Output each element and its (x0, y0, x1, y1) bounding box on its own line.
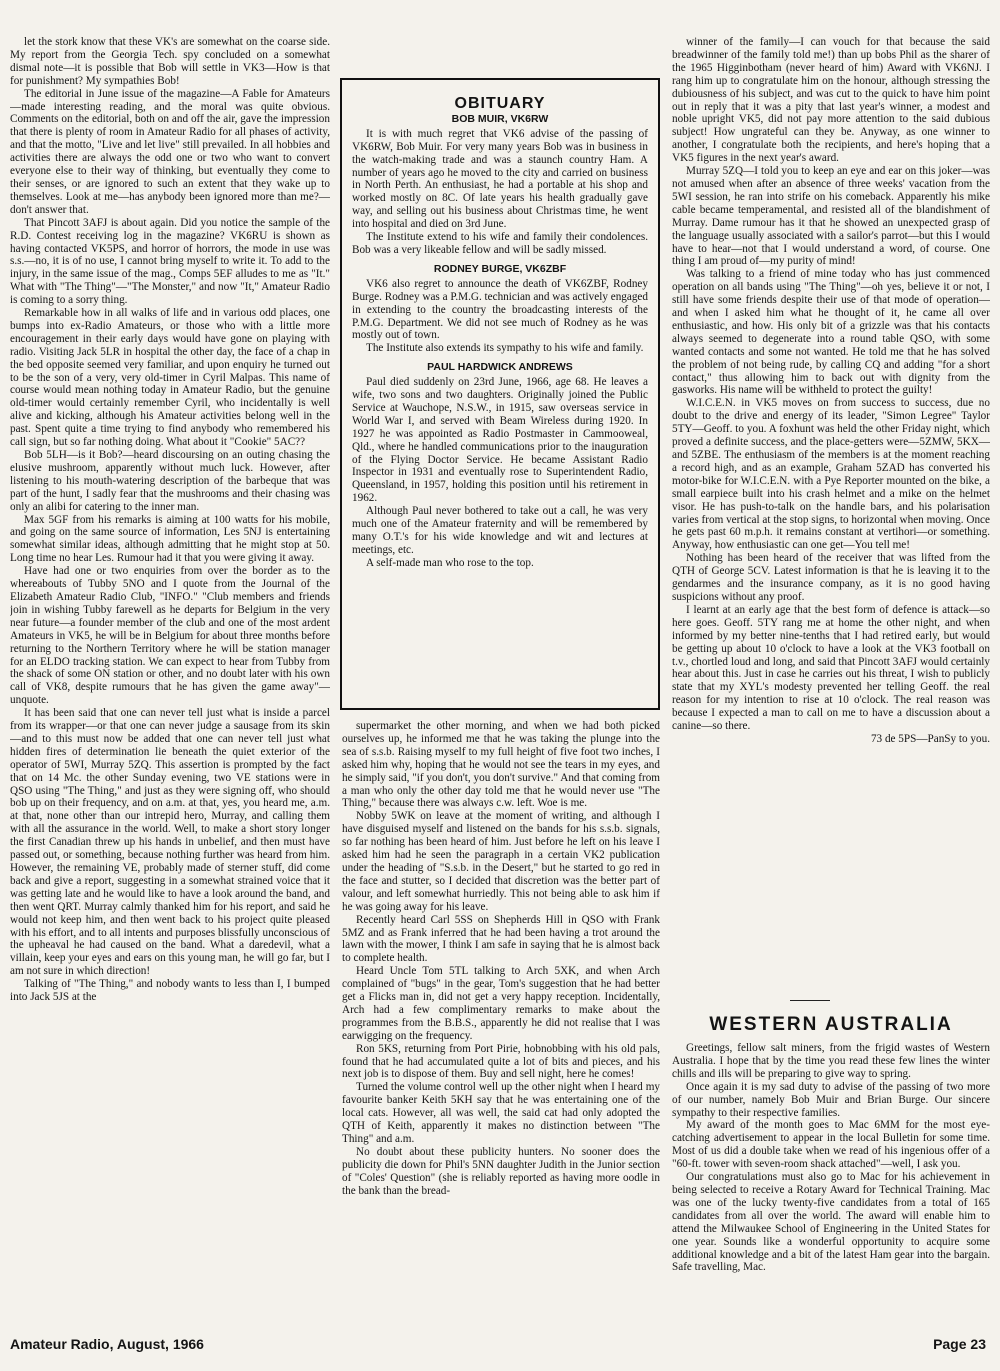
paragraph: Although Paul never bothered to take out a call, he was very much one of the Amateur fraternity and will be remembered by many O.T.'s for his wide knowledge and wit and lectures at meetings, etc. (352, 505, 648, 556)
paragraph: Turned the volume control well up the other night when I heard my favourite banker Keith 5KH say that he was entertaining one of the local cats. However, all was well, the said cat had only adopted the QTH of Keith, apparently it makes no distinction between "The Thing" and a.m. (342, 1081, 660, 1145)
footer-page-number: Page 23 (933, 1336, 986, 1352)
paragraph: supermarket the other morning, and when we had both picked ourselves up, he informed me that he was taking the plunge into the sea of s.s.b. Raising myself to my full height of five foot two inches, I asked him why, hoping that he would not see the tears in my eyes, and he simply said, "if you don't, you don't survive." And that coming from a man who only the other day told me that he would never use "The Thing," because there was always c.w. left. Woe is me. (342, 720, 660, 810)
paragraph: The Institute extend to his wife and family their condolences. Bob was a very likeable fellow and will be sadly missed. (352, 231, 648, 256)
paragraph: It is with much regret that VK6 advise of the passing of VK6RW, Bob Muir. For very many years Bob was in business in the watch-making trade and was a staunch country Ham. A number of years ago he moved to the city and carried on business in North Perth. An enthusiast, he had a portable at his shop and worked mostly on 8C. Of late years his health gradually gave way, and selling out his business about Christmas time, he went into hospital and died on 3rd June. (352, 127, 648, 231)
footer-publication: Amateur Radio, August, 1966 (10, 1336, 204, 1352)
section-heading: WESTERN AUSTRALIA (709, 1014, 953, 1035)
obituary-box (340, 78, 660, 710)
paragraph: It has been said that one can never tell just what is inside a parcel from its wrapper—or that one can never judge a sausage from its skin—and to this must now be added that one can never tell just what hidden fires of determination lie beneath the quiet exterior of the operator of 5WI, Murray 5ZQ. This assertion is prompted by the fact that on 14 Mc. the other Sunday evening, two VE stations were in QSO using "The Thing," and just as they were signing off, who should bob up on their frequency, and on a.m. at that, yes, you heard me, a.m. at that, none other than our intrepid hero, Murray, and calling them with all the assurance in the world. Well, to make a short story longer the first Canadian threw up his hands in unbelief, and then must have passed out, or something, because nothing further was heard from him. However, the remaining VE, probably made of sterner stuff, did come back and give a report, suggesting in a somewhat strained voice that it was getting late and he would like to have a look around the band, and then went QRT. Murray calmly thanked him for his report, and said he would not keep him, and then went back to his project quite pleased with his effort, and to all intents and purposes blissfully unconscious of the upheaval he had caused on the band. What a daredevil, what a villain, keep your eyes and ears on this young man, he will go far, but I am not sure in which direction! (10, 707, 330, 978)
paragraph: No doubt about these publicity hunters. No sooner does the publicity die down for Phil's 5NN daughter Judith in the Junior section of "Coles' Question" (she is reliably reported as having more oodle in the bank than the bread- (342, 1145, 660, 1197)
paragraph: My award of the month goes to Mac 6MM for the most eye-catching advertisement to appear in the local Bulletin for some time. Most of us did a double take when we read of his ingenious offer of a "60-ft. tower with seven-room shack attached"—well, I ask you. (672, 1119, 990, 1171)
paragraph: Nothing has been heard of the receiver that was lifted from the QTH of George 5CV. Latest information is that he is leaving it to the gendarmes and the insurance company, as it is no good having suspicions without any proof. (672, 552, 990, 603)
column-3 (672, 36, 990, 990)
obituary-name: RODNEY BURGE, VK6ZBF (433, 262, 567, 275)
paragraph: let the stork know that these VK's are somewhat on the coarse side. My report from the Georgia Tech. spy concluded on a somewhat dismal note—it is possible that Bob will settle in VK3—How is that for punishment? My sympathies Bob! (10, 36, 330, 87)
paragraph: That Pincott 3AFJ is about again. Did you notice the sample of the R.D. Contest receiving log in the magazine? VK6RU is shown as having contacted VK5PS, and horror of horrors, the mode in use was s.s.—no, it is of no use, I cannot bring myself to write it. To add to the injury, in the same issue of the mag., Comps 5EF alludes to me as "It." What with "The Thing"—"The Monster," and now "It," Amateur Radio is coming to a sorry thing. (10, 216, 330, 307)
paragraph: I learnt at an early age that the best form of defence is attack—so here goes. Geoff. 5TY rang me at home the other night, and when informed by my better nine-tenths that I had retired early, but would be getting up about 10 o'clock to have a look at the VK3 football on t.v., chortled loud and long, and said that Pincott 3AFJ would certainly hear about this. Just in case he carries out his threat, I wish to publicly state that my XYL's modesty prevented her telling Geoff. the real reason for my intention to rise at 10 o'clock. The real reason was because I expected a man to call on me to have a discussion about a canine—so there. (672, 603, 990, 733)
paragraph: The Institute also extends its sympathy to his wife and family. (366, 342, 644, 355)
paragraph: Have had one or two enquiries from over the border as to the whereabouts of Tubby 5NO and I quote from the Journal of the Elizabeth Amateur Radio Club, "INFO." "Club members and friends join in wishing Tubby farewell as he departs for Belgium in the very near future—a founder member of the club and one of the most ardent Amateurs in VK5, he will be in Belgium for about three months before returning to the Northern Territory where he will be station manager for an ELDO tracking station. We can expect to hear from Tubby from the shack of some ON station or other, and no doubt later with his own call of VK8, despite rumours that he has given the game away"—unquote. (10, 565, 330, 707)
column-2 (342, 720, 660, 1322)
obituary-title: OBITUARY (454, 95, 546, 112)
paragraph: Nobby 5WK on leave at the moment of writing, and although I have disguised myself and listened on the bands for his s.s.b. signals, so far nothing has been heard of him. Just before he left on his leave I asked him had he seen the paragraph in a certain VK2 publication under the heading of "S.s.b. in the Desert," but he started to go red in the face and stutter, so I decided that discretion was the better part of valour, and left somewhat hurriedly. This not being able to ask him if he was going away for his leave. (342, 810, 660, 913)
paragraph: Greetings, fellow salt miners, from the frigid wastes of Western Australia. I hope that by the time you read these few lines the winter chills and ills will be preparing to give way to spring. (672, 1042, 990, 1080)
column-4 (672, 1042, 990, 1322)
paragraph: The editorial in June issue of the magazine—A Fable for Amateurs—made interesting reading, and the moral was quite obvious. Comments on the editorial, both on and off the air, gave the impression that there is plenty of room in Amateur Radio for all phases of activity, and that the motto, "Live and let live" still prevailed. In all hobbies and activities there are always the odd one or two who want to convert everyone else to their way of thinking, but eventually they come to their senses, or are ignored to such an extent that they wake up to themselves. Look at me—has anybody been ignored more than me?—don't answer that. (10, 87, 330, 216)
paragraph: Ron 5KS, returning from Port Pirie, hobnobbing with his old pals, found that he had accumulated quite a lot of bits and pieces, and his next job is to dispose of them. Buy and sell night, here he comes! (342, 1042, 660, 1081)
column-1 (10, 36, 330, 1322)
paragraph: Once again it is my sad duty to advise of the passing of two more of our number, namely Bob Muir and Brian Burge. Our sincere sympathy to their respective families. (672, 1080, 990, 1119)
paragraph: Talking of "The Thing," and nobody wants to less than I, I bumped into Jack 5JS at the (10, 978, 330, 1004)
paragraph: Heard Uncle Tom 5TL talking to Arch 5XK, and when Arch complained of "bugs" in the gear, Tom's suggestion that he had better get a Flicks man in, did not get a very happy reception. Incidentally, Arch had a few complimentary remarks to make about the programmes from the B.B.S., apparently he did not realise that I was earwigging on the frequency. (342, 965, 660, 1042)
paragraph: Paul died suddenly on 23rd June, 1966, age 68. He leaves a wife, two sons and two daughters. Originally joined the Public Service at Wauchope, N.S.W., in 1915, saw overseas service in World War I, and served with Beam Wireless during 1920. In 1927 he was appointed as Radio Postmaster in Cammooweal, Qld., where he handled communications prior to the inauguration of the Flying Doctor Service. He became Assistant Radio Inspector in 1931 and eventually rose to Superintendent Radio, Queensland, in 1957, holding this position until his retirement in 1962. (352, 376, 648, 505)
paragraph: Max 5GF from his remarks is aiming at 100 watts for his mobile, and going on the same source of information, Les 5NJ is entertaining somewhat similar ideas, although admitting that he might stop at 50. Long time no hear Les. Rumour had it that you were giving it away. (10, 513, 330, 565)
obituary-name: PAUL HARDWICK ANDREWS (427, 361, 573, 374)
obituary-name: BOB MUIR, VK6RW (451, 112, 549, 125)
paragraph: A self-made man who rose to the top. (366, 556, 534, 569)
paragraph: Our congratulations must also go to Mac for his achievement in being selected to receive a Rotary Award for Technical Training. Mac was one of the lucky twenty-five candidates from a total of 165 candidates from all over the world. The award will enable him to attend the Milwaukee School of Engineering in the United States for one year. Sounds like a wonderful opportunity to acquire some additional knowledge and a bit of the latest Ham gear into the bargain. Safe travelling, Mac. (672, 1171, 990, 1274)
paragraph: Was talking to a friend of mine today who has just commenced operation on all bands using "The Thing"—oh yes, believe it or not, I still have some friends despite their use of that mode of operation—and when I asked him what he thought of it, he came all over enthusiastic, and how. His only bit of a grizzle was that his contacts always seemed to degenerate into a round table QSO, with some wanted contacts and some not wanted. He told me that he has solved the problem of not being rude, by calling CQ and adding "for a short contact," thus allowing him to back out with dignity from the gasworks. His name will be withheld to protect the guilty! (672, 268, 990, 397)
paragraph: VK6 also regret to announce the death of VK6ZBF, Rodney Burge. Rodney was a P.M.G. technician and was actively engaged in extending to the country the broadcasting interests of the P.M.G. Department. We did not see much of Rodney as he was mostly out of town. (352, 277, 648, 342)
divider (790, 1000, 830, 1001)
paragraph: Bob 5LH—is it Bob?—heard discoursing on an outing chasing the elusive mushroom, apparently without much luck. However, after listening to his mouth-watering description of the barbeque that was part of the hunt, I sadly fear that the mushrooms and their chasing was only an alibi for catering to the inner man. (10, 449, 330, 513)
paragraph: W.I.C.E.N. in VK5 moves on from success to success, due no doubt to the drive and energy of its leader, "Simon Legree" Taylor 5TY—Geoff. to you. A foxhunt was held the other Friday night, which proved a definite success, and the place-getters were—5ZMW, 5KX—and 5ZBE. The enthusiasm of the members is at the moment reaching a record high, and as an example, Graham 5ZAD has converted his motor-bike for W.I.C.E.N. with a Pye Reporter mounted on the bike, a small earpiece built into his crash helmet and a mike on the helmet visor. He has push-to-talk on the handle bars, and his polarisation varies from vertical at the stop signs, to horizontal when moving. Once he gets past 60 m.p.h. it remains constant at vertihori—or something. Anyway, how enthusiastic can one get—You tell me! (672, 397, 990, 552)
paragraph: Remarkable how in all walks of life and in various odd places, one bumps into ex-Radio Amateurs, or those who with a little more encouragement in their early days would have gone on playing with radio. Visiting Jack 5LR in hospital the other day, the face of a chap in the bed opposite seemed very familiar, and upon enquiry he turned out to be the son of a very, very old-timer in Cyril Malpas. This name of course would mean nothing today in Amateur Radio, but the genuine old-timer would certainly remember Cyril, who incidentally is well alive and kicking, although his Amateur activities belong well in the past. Spent quite a time trying to find anybody who remembered his call sign, but so far nothing doing. What about it "Cookie" 5AC?? (10, 307, 330, 449)
paragraph: winner of the family—I can vouch for that because the said breadwinner of the family told me!) than up bobs Phil as the sharer of the 1965 Higginbotham (never heard of him) Award with VK6NJ. I rang him up to congratulate him on the honour, although stressing the dubiousness of his subject, and was cut to the quick to have him point out in reply that it was a pity that last year's winner, a modest and noble upright VK5, did not pay more attention to the said dubious subject! How ungrateful can they be. Anyway, as one winner to another, I congratulate both the recipients, and here's hoping that a VK5 figures in the next year's award. (672, 36, 990, 165)
paragraph: Murray 5ZQ—I told you to keep an eye and ear on this joker—was not amused when after an absence of three weeks' vacation from the 5WI session, he ran into strife on his comeback. Apparently his mike cable became temperamental, and resisted all of the blandishment of Murray. Dame rumour has it that he showed an unexpected grasp of the language usually associated with a sailor's parrot—but this I would have to hear—not that I would understand a word, of course. One thing I am proud of—my purity of mind! (672, 165, 990, 268)
paragraph: Recently heard Carl 5SS on Shepherds Hill in QSO with Frank 5MZ and as Frank inferred that he had been having a trot around the lawn with the mower, I think I am safe in saying that he is almost back to complete health. (342, 913, 660, 965)
signoff: 73 de 5PS—PanSy to you. (870, 732, 990, 745)
